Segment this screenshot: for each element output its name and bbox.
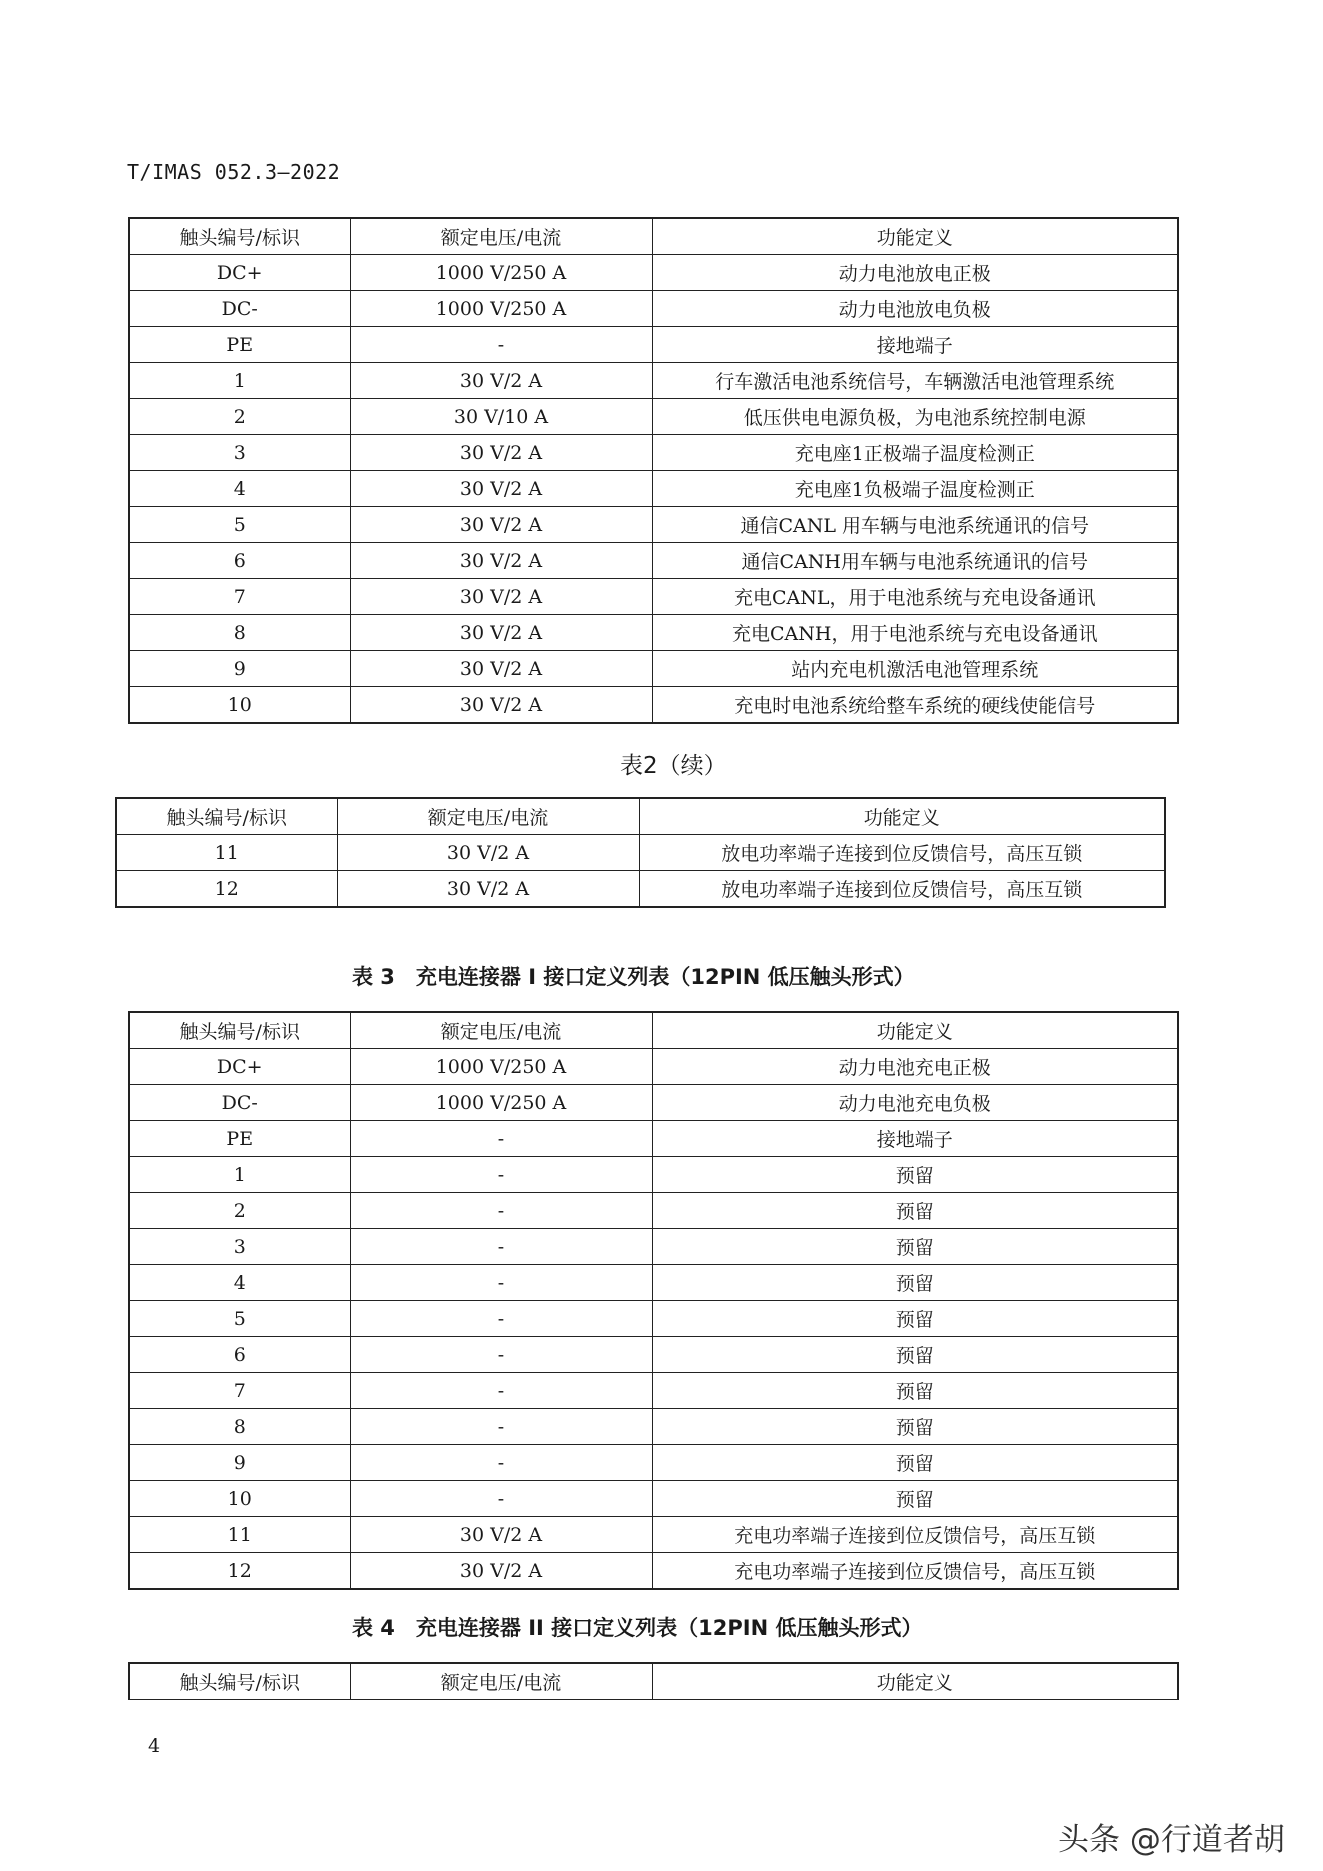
cell-contact: 6 bbox=[129, 1337, 350, 1373]
cell-rating: 30 V/10 A bbox=[350, 399, 652, 435]
cell-function: 充电座1正极端子温度检测正 bbox=[652, 435, 1178, 471]
table-row bbox=[129, 687, 1178, 724]
cell-rating: - bbox=[350, 1301, 652, 1337]
cell-function: 接地端子 bbox=[652, 1121, 1178, 1157]
table-row bbox=[129, 1085, 1178, 1121]
table-row bbox=[129, 1553, 1178, 1590]
cell-rating: 30 V/2 A bbox=[350, 651, 652, 687]
cell-contact: PE bbox=[129, 327, 350, 363]
cell-rating: - bbox=[350, 1121, 652, 1157]
table-2-body bbox=[129, 218, 1178, 723]
table-row bbox=[129, 1373, 1178, 1409]
table-row bbox=[116, 835, 1165, 871]
cell-rating: - bbox=[350, 1481, 652, 1517]
cell-rating: 30 V/2 A bbox=[350, 579, 652, 615]
cell-rating: 1000 V/250 A bbox=[350, 1049, 652, 1085]
table-header-row bbox=[129, 1012, 1178, 1049]
cell-contact: 2 bbox=[129, 399, 350, 435]
column-header-function: 功能定义 bbox=[652, 1012, 1178, 1049]
column-header-function: 功能定义 bbox=[652, 1663, 1178, 1700]
table-2 bbox=[128, 217, 1179, 724]
cell-function: 低压供电电源负极，为电池系统控制电源 bbox=[652, 399, 1178, 435]
table-header-row bbox=[116, 798, 1165, 835]
cell-function: 充电座1负极端子温度检测正 bbox=[652, 471, 1178, 507]
cell-rating: 1000 V/250 A bbox=[350, 255, 652, 291]
column-header-rating: 额定电压/电流 bbox=[337, 798, 639, 835]
table-row bbox=[129, 579, 1178, 615]
cell-contact: PE bbox=[129, 1121, 350, 1157]
cell-contact: 3 bbox=[129, 435, 350, 471]
table-row bbox=[129, 543, 1178, 579]
table-row bbox=[129, 1049, 1178, 1085]
cell-rating: 30 V/2 A bbox=[337, 871, 639, 908]
cell-function: 接地端子 bbox=[652, 327, 1178, 363]
table-row bbox=[129, 1265, 1178, 1301]
cell-contact: DC+ bbox=[129, 255, 350, 291]
cell-rating: 30 V/2 A bbox=[350, 1517, 652, 1553]
cell-contact: 1 bbox=[129, 1157, 350, 1193]
table-row bbox=[129, 1229, 1178, 1265]
cell-function: 预留 bbox=[652, 1157, 1178, 1193]
table-row bbox=[129, 1445, 1178, 1481]
column-header-contact: 触头编号/标识 bbox=[129, 1663, 350, 1700]
table-row bbox=[129, 1193, 1178, 1229]
cell-contact: 8 bbox=[129, 615, 350, 651]
cell-rating: - bbox=[350, 1373, 652, 1409]
cell-function: 充电CANH，用于电池系统与充电设备通讯 bbox=[652, 615, 1178, 651]
page-number: 4 bbox=[148, 1735, 161, 1757]
cell-rating: 30 V/2 A bbox=[350, 471, 652, 507]
cell-function: 充电时电池系统给整车系统的硬线使能信号 bbox=[652, 687, 1178, 724]
cell-contact: 4 bbox=[129, 1265, 350, 1301]
column-header-function: 功能定义 bbox=[639, 798, 1165, 835]
column-header-rating: 额定电压/电流 bbox=[350, 218, 652, 255]
cell-contact: 12 bbox=[116, 871, 337, 908]
table-row bbox=[129, 1157, 1178, 1193]
cell-function: 预留 bbox=[652, 1445, 1178, 1481]
table-row bbox=[129, 1409, 1178, 1445]
cell-rating: 30 V/2 A bbox=[350, 687, 652, 724]
cell-rating: 30 V/2 A bbox=[350, 435, 652, 471]
cell-contact: 7 bbox=[129, 1373, 350, 1409]
table-row bbox=[129, 1121, 1178, 1157]
cell-function: 充电功率端子连接到位反馈信号，高压互锁 bbox=[652, 1517, 1178, 1553]
table-2-continued-body bbox=[116, 798, 1165, 907]
cell-contact: 1 bbox=[129, 363, 350, 399]
table-row bbox=[129, 1481, 1178, 1517]
cell-contact: 10 bbox=[129, 1481, 350, 1517]
cell-function: 动力电池充电负极 bbox=[652, 1085, 1178, 1121]
cell-contact: 11 bbox=[129, 1517, 350, 1553]
table-row bbox=[129, 1517, 1178, 1553]
cell-contact: 5 bbox=[129, 1301, 350, 1337]
cell-rating: 1000 V/250 A bbox=[350, 291, 652, 327]
cell-contact: 9 bbox=[129, 651, 350, 687]
cell-rating: 30 V/2 A bbox=[337, 835, 639, 871]
cell-rating: - bbox=[350, 1193, 652, 1229]
table-row bbox=[129, 255, 1178, 291]
table-2-continued-caption: 表2（续） bbox=[620, 753, 727, 779]
cell-rating: - bbox=[350, 327, 652, 363]
cell-function: 行车激活电池系统信号，车辆激活电池管理系统 bbox=[652, 363, 1178, 399]
cell-contact: 6 bbox=[129, 543, 350, 579]
cell-rating: - bbox=[350, 1157, 652, 1193]
cell-contact: 5 bbox=[129, 507, 350, 543]
cell-contact: 8 bbox=[129, 1409, 350, 1445]
cell-function: 预留 bbox=[652, 1373, 1178, 1409]
cell-rating: - bbox=[350, 1229, 652, 1265]
column-header-function: 功能定义 bbox=[652, 218, 1178, 255]
column-header-contact: 触头编号/标识 bbox=[116, 798, 337, 835]
cell-function: 放电功率端子连接到位反馈信号，高压互锁 bbox=[639, 835, 1165, 871]
cell-function: 预留 bbox=[652, 1193, 1178, 1229]
cell-function: 充电功率端子连接到位反馈信号，高压互锁 bbox=[652, 1553, 1178, 1590]
cell-rating: - bbox=[350, 1409, 652, 1445]
table-row bbox=[129, 399, 1178, 435]
cell-function: 通信CANH用车辆与电池系统通讯的信号 bbox=[652, 543, 1178, 579]
cell-function: 预留 bbox=[652, 1337, 1178, 1373]
watermark: 头条 @行道者胡 bbox=[1058, 1822, 1285, 1858]
cell-rating: 30 V/2 A bbox=[350, 507, 652, 543]
cell-function: 预留 bbox=[652, 1409, 1178, 1445]
table-row bbox=[129, 507, 1178, 543]
table-row bbox=[129, 1337, 1178, 1373]
cell-contact: 10 bbox=[129, 687, 350, 724]
table-row bbox=[129, 291, 1178, 327]
table-row bbox=[129, 651, 1178, 687]
cell-rating: 30 V/2 A bbox=[350, 363, 652, 399]
cell-rating: - bbox=[350, 1445, 652, 1481]
table-4 bbox=[128, 1662, 1179, 1700]
cell-rating: 30 V/2 A bbox=[350, 615, 652, 651]
cell-contact: DC- bbox=[129, 1085, 350, 1121]
table-3 bbox=[128, 1011, 1179, 1590]
cell-contact: 4 bbox=[129, 471, 350, 507]
cell-contact: DC- bbox=[129, 291, 350, 327]
cell-function: 站内充电机激活电池管理系统 bbox=[652, 651, 1178, 687]
cell-contact: 9 bbox=[129, 1445, 350, 1481]
cell-function: 放电功率端子连接到位反馈信号，高压互锁 bbox=[639, 871, 1165, 908]
cell-function: 预留 bbox=[652, 1301, 1178, 1337]
cell-function: 动力电池放电负极 bbox=[652, 291, 1178, 327]
table-row bbox=[116, 871, 1165, 908]
cell-rating: 30 V/2 A bbox=[350, 1553, 652, 1590]
table-4-caption: 表 4 充电连接器 II 接口定义列表（12PIN 低压触头形式） bbox=[352, 1616, 923, 1640]
table-row bbox=[129, 363, 1178, 399]
table-row bbox=[129, 435, 1178, 471]
column-header-contact: 触头编号/标识 bbox=[129, 218, 350, 255]
cell-function: 通信CANL 用车辆与电池系统通讯的信号 bbox=[652, 507, 1178, 543]
column-header-rating: 额定电压/电流 bbox=[350, 1663, 652, 1700]
table-row bbox=[129, 471, 1178, 507]
cell-contact: 3 bbox=[129, 1229, 350, 1265]
cell-function: 预留 bbox=[652, 1265, 1178, 1301]
cell-rating: - bbox=[350, 1337, 652, 1373]
table-3-caption: 表 3 充电连接器 I 接口定义列表（12PIN 低压触头形式） bbox=[352, 965, 915, 989]
cell-contact: 11 bbox=[116, 835, 337, 871]
cell-rating: - bbox=[350, 1265, 652, 1301]
cell-contact: 12 bbox=[129, 1553, 350, 1590]
table-row bbox=[129, 1301, 1178, 1337]
cell-function: 动力电池充电正极 bbox=[652, 1049, 1178, 1085]
cell-function: 动力电池放电正极 bbox=[652, 255, 1178, 291]
table-2-continued bbox=[115, 797, 1166, 908]
cell-contact: 2 bbox=[129, 1193, 350, 1229]
column-header-rating: 额定电压/电流 bbox=[350, 1012, 652, 1049]
cell-function: 充电CANL，用于电池系统与充电设备通讯 bbox=[652, 579, 1178, 615]
table-header-row bbox=[129, 218, 1178, 255]
cell-function: 预留 bbox=[652, 1229, 1178, 1265]
document-code: T/IMAS 052.3—2022 bbox=[127, 160, 341, 184]
table-row bbox=[129, 615, 1178, 651]
cell-function: 预留 bbox=[652, 1481, 1178, 1517]
cell-rating: 30 V/2 A bbox=[350, 543, 652, 579]
cell-contact: 7 bbox=[129, 579, 350, 615]
cell-contact: DC+ bbox=[129, 1049, 350, 1085]
cell-rating: 1000 V/250 A bbox=[350, 1085, 652, 1121]
column-header-contact: 触头编号/标识 bbox=[129, 1012, 350, 1049]
table-3-body bbox=[129, 1012, 1178, 1589]
table-row bbox=[129, 327, 1178, 363]
table-header-row bbox=[129, 1663, 1178, 1700]
